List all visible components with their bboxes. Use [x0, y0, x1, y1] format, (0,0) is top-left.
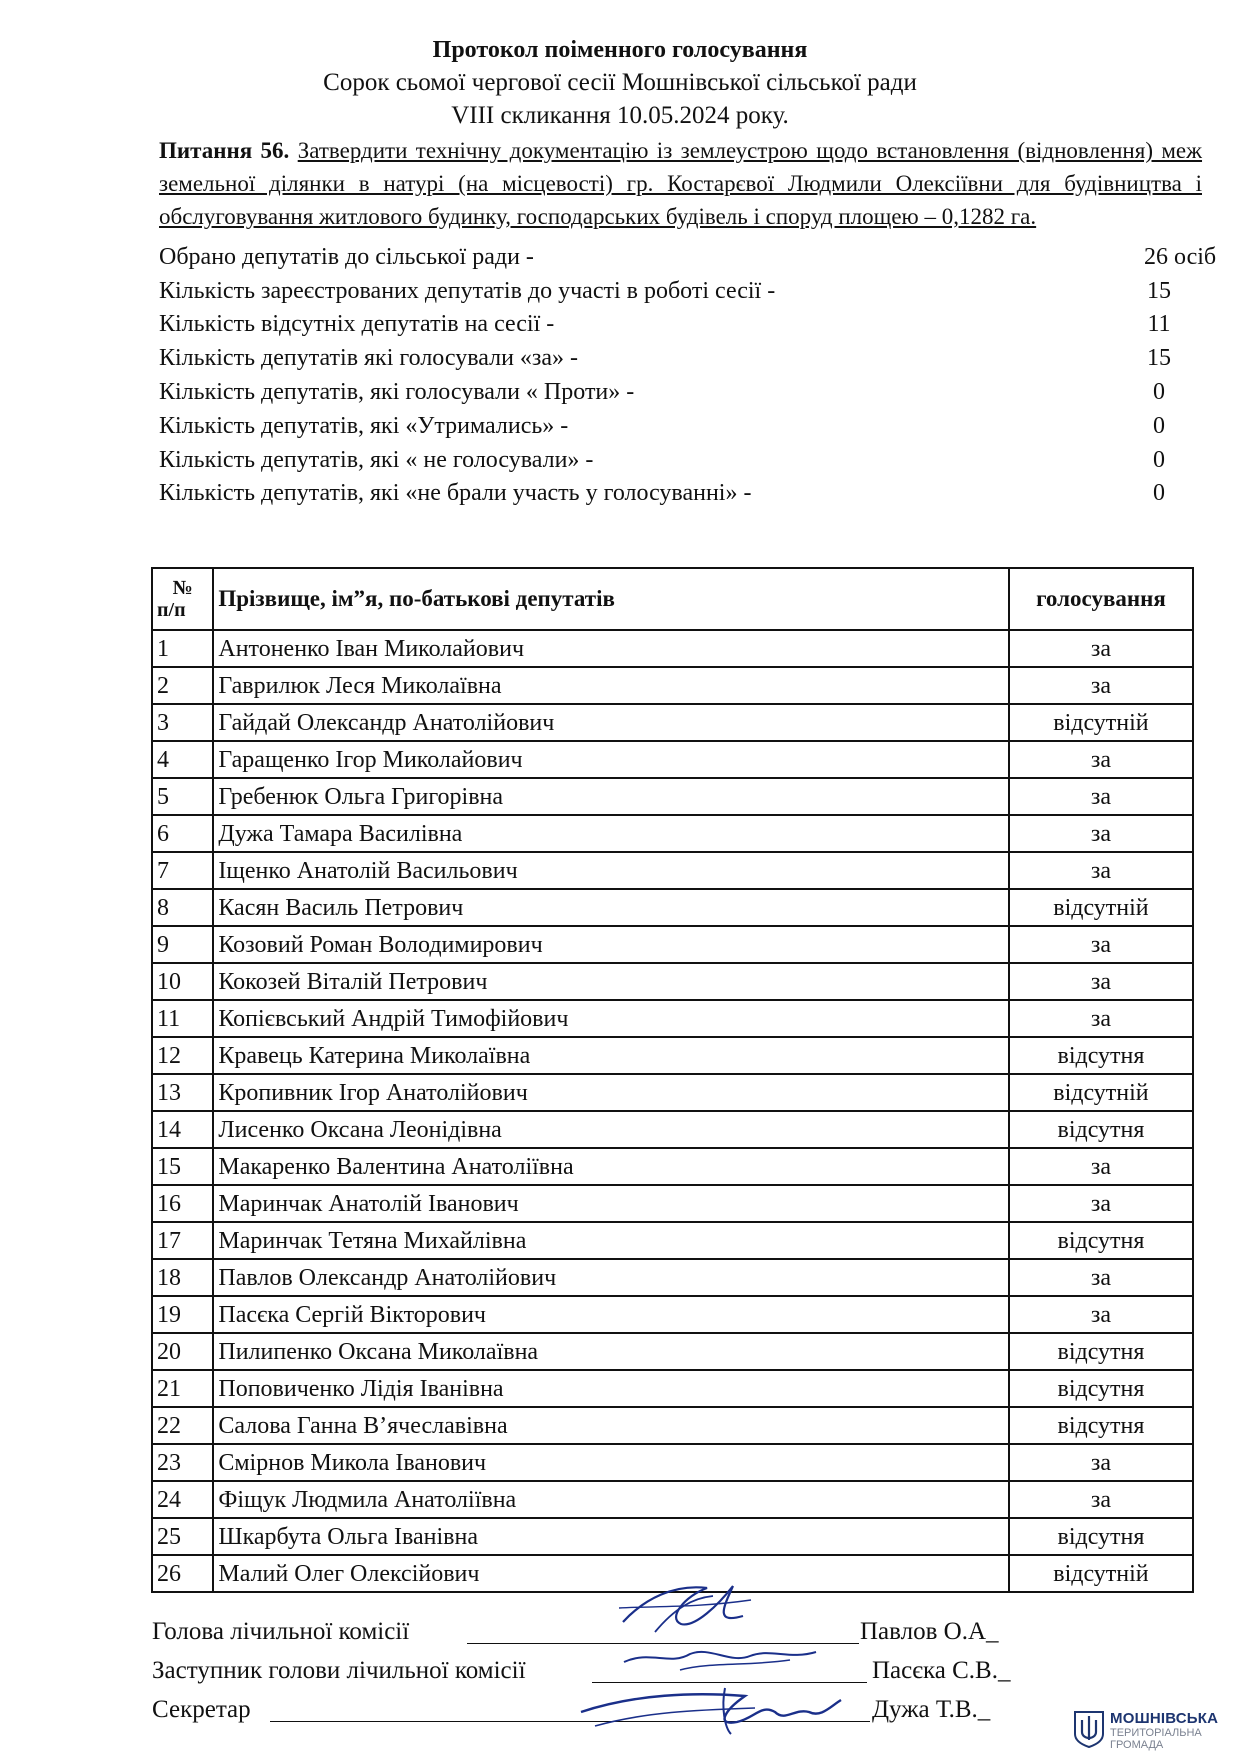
stat-label: Кількість депутатів, які «не брали участь у голосуванні» - [159, 480, 752, 506]
deputy-name: Касян Василь Петрович [213, 889, 1009, 926]
row-number: 13 [152, 1074, 213, 1111]
stat-label: Кількість депутатів, які « не голосували» - [159, 447, 594, 473]
deputy-name: Макаренко Валентина Анатоліївна [213, 1148, 1009, 1185]
signer-role: Заступник голови лічильної комісії [152, 1657, 526, 1684]
row-number: 4 [152, 741, 213, 778]
table-row [152, 852, 1193, 889]
row-number: 14 [152, 1111, 213, 1148]
table-row [152, 741, 1193, 778]
signer-name: Дужа Т.В._ [872, 1696, 991, 1723]
vote-result: відсутня [1009, 1333, 1193, 1370]
vote-result: за [1009, 815, 1193, 852]
header-number-abbr: п/п [157, 599, 186, 621]
deputy-name: Поповиченко Лідія Іванівна [213, 1370, 1009, 1407]
table-row [152, 1407, 1193, 1444]
stat-row [159, 307, 1171, 341]
deputy-name: Козовий Роман Володимирович [213, 926, 1009, 963]
vote-result: за [1009, 1481, 1193, 1518]
stat-value: 11 [1147, 311, 1171, 337]
table-row [152, 1074, 1193, 1111]
row-number: 22 [152, 1407, 213, 1444]
signer-role: Голова лічильної комісії [152, 1618, 410, 1645]
deputy-name: Павлов Олександр Анатолійович [213, 1259, 1009, 1296]
row-number: 9 [152, 926, 213, 963]
stat-label: Кількість депутатів, які «Утримались» - [159, 413, 569, 439]
deputy-name: Антоненко Іван Миколайович [213, 630, 1009, 667]
vote-result: відсутній [1009, 1555, 1193, 1592]
stat-row [159, 341, 1171, 375]
stat-label: Кількість депутатів, які голосували « Проти» - [159, 379, 635, 405]
signature-chair [615, 1578, 755, 1638]
header-number-sign: № [172, 577, 193, 599]
table-row [152, 1518, 1193, 1555]
convocation-date: VIII скликання 10.05.2024 року. [451, 102, 789, 129]
row-number: 23 [152, 1444, 213, 1481]
table-row [152, 1333, 1193, 1370]
vote-result: за [1009, 1185, 1193, 1222]
vote-result: відсутня [1009, 1518, 1193, 1555]
stat-label: Кількість зареєстрованих депутатів до участі в роботі сесії - [159, 278, 776, 304]
deputy-name: Маринчак Тетяна Михайлівна [213, 1222, 1009, 1259]
vote-result: відсутня [1009, 1222, 1193, 1259]
stat-value: 26 осіб [1144, 244, 1217, 270]
table-body [152, 630, 1193, 1592]
table-row [152, 667, 1193, 704]
row-number: 10 [152, 963, 213, 1000]
deputy-name: Кокозей Віталій Петрович [213, 963, 1009, 1000]
signature-secretary [575, 1682, 845, 1738]
trident-emblem-icon [1073, 1710, 1105, 1748]
vote-result: відсутня [1009, 1037, 1193, 1074]
stat-value: 15 [1147, 345, 1171, 371]
signer-name: Павлов О.А_ [860, 1618, 999, 1645]
stat-label: Кількість депутатів які голосували «за» - [159, 345, 579, 371]
deputy-name: Кропивник Ігор Анатолійович [213, 1074, 1009, 1111]
row-number: 11 [152, 1000, 213, 1037]
question-text: Затвердити технічну документацію із землеустрою щодо встановлення (відновлення) меж земельної ділянки в натурі (на місцевості) гр. Костарєвої Людмили Олексіївни для будівництва і обслуговування житлового будинку, господарських будівель і споруд площею – 0,1282 га. [159, 138, 1203, 229]
stat-row [159, 240, 1217, 274]
table-row [152, 1148, 1193, 1185]
deputy-name: Гаращенко Ігор Миколайович [213, 741, 1009, 778]
table-row [152, 889, 1193, 926]
row-number: 17 [152, 1222, 213, 1259]
vote-result: за [1009, 741, 1193, 778]
vote-result: за [1009, 1444, 1193, 1481]
deputy-name: Малий Олег Олексійович [213, 1555, 1009, 1592]
vote-result: відсутня [1009, 1370, 1193, 1407]
deputy-name: Гребенюк Ольга Григорівна [213, 778, 1009, 815]
signature-deputy [620, 1640, 820, 1676]
signer-name: Пасєка С.В._ [872, 1657, 1011, 1684]
stat-value: 0 [1153, 379, 1165, 405]
vote-result: відсутня [1009, 1111, 1193, 1148]
table-row [152, 1000, 1193, 1037]
row-number: 24 [152, 1481, 213, 1518]
table-row [152, 1037, 1193, 1074]
community-logo-subtitle: ТЕРИТОРІАЛЬНА [1110, 1727, 1202, 1739]
table-row [152, 1222, 1193, 1259]
row-number: 3 [152, 704, 213, 741]
row-number: 2 [152, 667, 213, 704]
row-number: 15 [152, 1148, 213, 1185]
row-number: 21 [152, 1370, 213, 1407]
deputy-name: Фіщук Людмила Анатоліївна [213, 1481, 1009, 1518]
header-vote: голосування [1009, 568, 1193, 630]
stat-row [159, 443, 1165, 477]
row-number: 5 [152, 778, 213, 815]
agenda-question [159, 134, 1202, 233]
roll-call-table [151, 567, 1194, 1593]
stat-value: 0 [1153, 480, 1165, 506]
vote-result: за [1009, 1000, 1193, 1037]
table-row [152, 1259, 1193, 1296]
table-row [152, 1185, 1193, 1222]
row-number: 12 [152, 1037, 213, 1074]
table-row [152, 778, 1193, 815]
vote-result: за [1009, 1148, 1193, 1185]
deputy-name: Пилипенко Оксана Миколаївна [213, 1333, 1009, 1370]
deputy-name: Дужа Тамара Василівна [213, 815, 1009, 852]
deputy-name: Гаврилюк Леся Миколаївна [213, 667, 1009, 704]
deputy-name: Смірнов Микола Іванович [213, 1444, 1009, 1481]
document-title: Протокол поіменного голосування [432, 37, 808, 63]
community-logo-name: МОШНІВСЬКА [1110, 1710, 1219, 1727]
vote-result: відсутній [1009, 1074, 1193, 1111]
community-logo-subtitle-2: ГРОМАДА [1110, 1739, 1164, 1751]
row-number: 8 [152, 889, 213, 926]
table-row [152, 926, 1193, 963]
table-row [152, 1481, 1193, 1518]
stat-value: 0 [1153, 413, 1165, 439]
deputy-name: Пасєка Сергій Вікторович [213, 1296, 1009, 1333]
stat-value: 15 [1147, 278, 1171, 304]
table-row [152, 815, 1193, 852]
row-number: 25 [152, 1518, 213, 1555]
table-row [152, 1370, 1193, 1407]
table-header-row [152, 568, 1193, 630]
row-number: 1 [152, 630, 213, 667]
vote-result: відсутня [1009, 1407, 1193, 1444]
vote-result: відсутній [1009, 889, 1193, 926]
stat-row [159, 274, 1171, 308]
table-row [152, 1111, 1193, 1148]
row-number: 16 [152, 1185, 213, 1222]
vote-result: за [1009, 852, 1193, 889]
row-number: 7 [152, 852, 213, 889]
stat-label: Обрано депутатів до сільської ради - [159, 244, 534, 270]
vote-result: відсутній [1009, 704, 1193, 741]
deputy-name: Копієвський Андрій Тимофійович [213, 1000, 1009, 1037]
row-number: 6 [152, 815, 213, 852]
stat-row [159, 476, 1165, 510]
stat-value: 0 [1153, 447, 1165, 473]
vote-result: за [1009, 926, 1193, 963]
deputy-name: Лисенко Оксана Леонідівна [213, 1111, 1009, 1148]
vote-result: за [1009, 1296, 1193, 1333]
deputy-name: Салова Ганна В’ячеславівна [213, 1407, 1009, 1444]
row-number: 19 [152, 1296, 213, 1333]
vote-result: за [1009, 667, 1193, 704]
deputy-name: Іщенко Анатолій Васильович [213, 852, 1009, 889]
row-number: 18 [152, 1259, 213, 1296]
signer-role: Секретар [152, 1696, 251, 1723]
row-number: 20 [152, 1333, 213, 1370]
deputy-name: Шкарбута Ольга Іванівна [213, 1518, 1009, 1555]
table-row [152, 630, 1193, 667]
question-number: Питання 56. [159, 138, 290, 163]
vote-result: за [1009, 630, 1193, 667]
vote-result: за [1009, 778, 1193, 815]
table-row [152, 1444, 1193, 1481]
stat-row [159, 375, 1165, 409]
header-name: Прізвище, ім”я, по-батькові депутатів [213, 568, 1009, 630]
vote-result: за [1009, 1259, 1193, 1296]
deputy-name: Маринчак Анатолій Іванович [213, 1185, 1009, 1222]
table-row [152, 1296, 1193, 1333]
table-row [152, 704, 1193, 741]
header-number [152, 568, 213, 630]
session-subtitle: Сорок сьомої чергової сесії Мошнівської сільської ради [323, 69, 917, 96]
table-row [152, 963, 1193, 1000]
stat-label: Кількість відсутніх депутатів на сесії - [159, 311, 555, 337]
deputy-name: Гайдай Олександр Анатолійович [213, 704, 1009, 741]
row-number: 26 [152, 1555, 213, 1592]
vote-result: за [1009, 963, 1193, 1000]
stat-row [159, 409, 1165, 443]
deputy-name: Кравець Катерина Миколаївна [213, 1037, 1009, 1074]
